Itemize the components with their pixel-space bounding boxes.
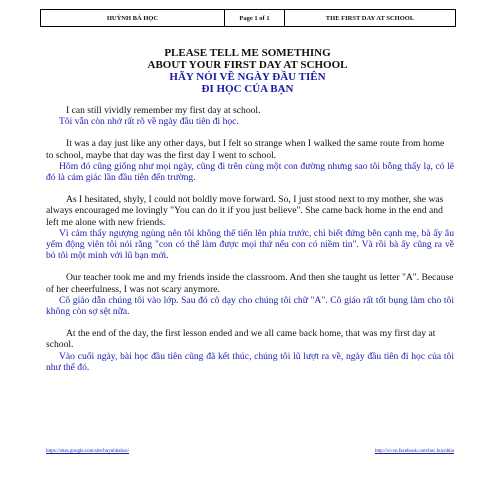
- paragraph-3: [46, 194, 454, 261]
- vietnamese-text: Vào cuối ngày, bài học đầu tiên cũng đã kết thúc, chúng tôi lũ lượt ra về, ngày đầu tiên đi học của tôi như thế đó.: [46, 350, 454, 373]
- header-author: HUỲNH BÁ HỌC: [41, 10, 225, 26]
- vietnamese-text: Hôm đó cũng giống như mọi ngày, cũng đi trên cùng một con đường nhưng sao tôi bỗng thấy lạ, có lẽ đó là cảm giác lần đầu tiên đến trường.: [46, 160, 454, 184]
- vietnamese-text: Cô giáo dẫn chúng tôi vào lớp. Sau đó cô dạy cho chúng tôi chữ "A". Cô giáo rất tốt bụng làm cho tôi không còn sợ sệt nữa.: [46, 294, 454, 318]
- paragraph-2: [46, 138, 454, 183]
- footer-facebook-link[interactable]: http://vi-vn.facebook.com/hoc.huynhba: [374, 449, 454, 454]
- vietnamese-text: Tôi vẫn còn nhớ rất rõ về ngày đầu tiên đi học.: [59, 116, 239, 128]
- vietnamese-text: Vì cảm thấy ngượng ngùng nên tôi không thể tiến lên phía trước, chỉ biết đứng bên cạnh mẹ, bà ấy âu yếm động viên tôi nói rằng "con có thể làm được mọi thứ nếu con có niềm tin". Và rồi bà ấy cũng ra về bỏ tôi một mình với lũ bạn mới.: [46, 227, 454, 262]
- header-document-title: THE FIRST DAY AT SCHOOL: [325, 14, 415, 22]
- english-text: At the end of the day, the first lesson ended and we all came back home, that was my first day at school.: [46, 328, 436, 351]
- page-footer: [46, 449, 454, 454]
- paragraph-4: [46, 272, 454, 317]
- paragraph-5: [46, 328, 454, 373]
- english-text: It was a day just like any other days, but I felt so strange when I walked the same route from home to school, maybe that day was the first day I went to school.: [46, 138, 445, 161]
- paragraph-1: [46, 105, 454, 127]
- vietnamese-title-line-2: ĐI HỌC CỦA BẠN: [201, 83, 294, 95]
- english-text: I can still vividly remember my first day at school.: [66, 105, 261, 116]
- document-body: [46, 105, 454, 384]
- english-title-line-1: PLEASE TELL ME SOMETHING: [164, 47, 331, 59]
- footer-google-sites-link[interactable]: https://sites.google.com/site/huynhbahoc/: [46, 449, 130, 454]
- english-title-line-2: ABOUT YOUR FIRST DAY AT SCHOOL: [147, 59, 348, 71]
- english-text: Our teacher took me and my friends inside the classroom. And then she taught us letter "A". Because of her cheerfulness, I was not scary anymore.: [46, 272, 454, 295]
- header-page-number: Page 1 of 1: [225, 10, 285, 26]
- english-text: As I hesitated, shyly, I could not boldly move forward. So, I just stood next to my mother, she was always encouraged me lovingly "You can do it if you just believe". She came back home in the end and left me alone with new friends.: [46, 194, 444, 228]
- vietnamese-title-line-1: HÃY NÓI VỀ NGÀY ĐẦU TIÊN: [169, 71, 326, 83]
- page-header: [40, 9, 456, 27]
